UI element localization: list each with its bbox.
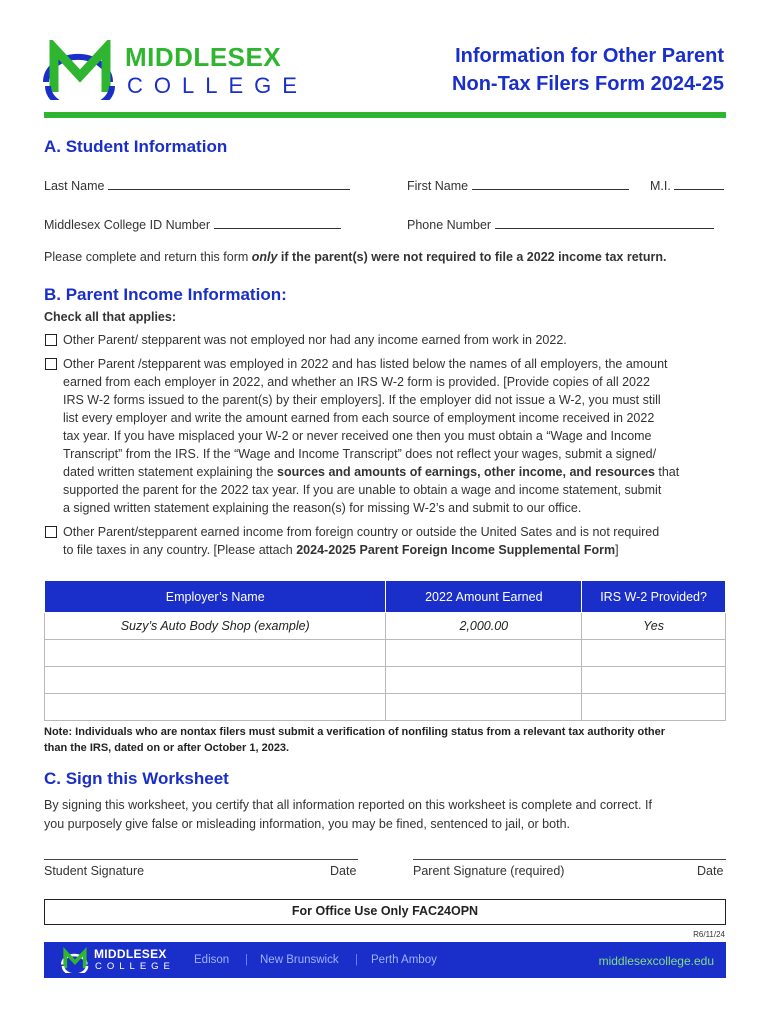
section-c-heading: C. Sign this Worksheet	[44, 769, 229, 788]
option-employed-checkbox[interactable]	[45, 358, 57, 370]
id-number-field[interactable]	[44, 217, 341, 232]
certification-line: By signing this worksheet, you certify that all information reported on this worksheet is complete and correct. If	[44, 798, 652, 812]
amount-earned-header: 2022 Amount Earned	[386, 581, 582, 613]
option-employed-line: a signed written statement explaining the reason(s) for missing W-2’s and submit to our office.	[63, 501, 582, 515]
phone-label: Phone Number	[407, 218, 492, 232]
form-title-line1: Information for Other Parent	[455, 45, 724, 67]
website-link[interactable]: middlesexcollege.edu	[598, 954, 714, 968]
option-foreign-line-pre: to file taxes in any country. [Please attach	[63, 543, 297, 557]
footer-logo-bottom: COLLEGE	[95, 961, 175, 972]
certification-text	[44, 796, 652, 834]
instruction-emphasis: only	[251, 250, 278, 264]
table-row	[45, 694, 726, 721]
parent-signature-label: Parent Signature (required)	[413, 864, 565, 878]
student-signature-line[interactable]	[44, 859, 358, 860]
footer-separator: |	[355, 954, 358, 966]
option-employed-line	[63, 463, 679, 481]
option-employed-line-pre: dated written statement explaining the	[63, 465, 278, 479]
id-number-line[interactable]	[214, 217, 341, 229]
table-row	[45, 640, 726, 667]
mi-line[interactable]	[674, 178, 724, 190]
table-cell[interactable]	[582, 667, 726, 694]
table-cell[interactable]	[582, 694, 726, 721]
option-foreign-income-text	[63, 523, 659, 559]
option-employed-line-post: that	[654, 465, 680, 479]
employer-table	[44, 580, 726, 721]
last-name-field[interactable]	[44, 178, 350, 193]
table-cell[interactable]	[45, 667, 386, 694]
employer-name-header: Employer’s Name	[45, 581, 386, 613]
mc-monogram-icon	[60, 947, 90, 973]
section-a-heading: A. Student Information	[44, 137, 228, 156]
footer-bar	[44, 942, 726, 978]
option-foreign-line-post: ]	[615, 543, 619, 557]
supplemental-form-name: 2024-2025 Parent Foreign Income Supplemental Form	[296, 543, 616, 557]
option-employed-line: tax year. If you have misplaced your W-2 or never received one then you must obtain a “Wage and Income	[63, 429, 652, 443]
student-date-label: Date	[330, 864, 357, 878]
option-employed-line: Transcript” from the IRS. If the “Wage and Income Transcript” does not reflect your wages, submit a signed/	[63, 447, 657, 461]
certification-line: you purposely give false or misleading information, you may be fined, sentenced to jail, or both.	[44, 817, 570, 831]
mi-field[interactable]	[650, 178, 724, 193]
option-employed-text	[63, 355, 679, 517]
table-cell: Yes	[582, 613, 726, 640]
option-employed-line: earned from each employer in 2022, and whether an IRS W-2 form is provided. [Provide copies of all 2022	[63, 375, 650, 389]
check-all-label: Check all that applies:	[44, 310, 176, 324]
parent-date-label: Date	[697, 864, 724, 878]
logo-wordmark-bottom: COLLEGE	[127, 73, 308, 98]
table-cell[interactable]	[45, 640, 386, 667]
phone-field[interactable]	[407, 217, 714, 232]
table-cell[interactable]	[582, 640, 726, 667]
table-cell[interactable]	[386, 667, 582, 694]
table-row	[45, 613, 726, 640]
footer-separator: |	[245, 954, 248, 966]
last-name-line[interactable]	[108, 178, 350, 190]
table-cell[interactable]	[386, 640, 582, 667]
mc-monogram-icon	[40, 40, 120, 100]
section-b-heading: B. Parent Income Information:	[44, 285, 287, 304]
first-name-field[interactable]	[407, 178, 629, 193]
option-foreign-line: Other Parent/stepparent earned income from foreign country or outside the United Sates and is not required	[63, 525, 660, 539]
form-title	[452, 42, 724, 98]
table-row	[45, 667, 726, 694]
instruction-text	[44, 250, 666, 264]
revision-code: R6/11/24	[693, 930, 725, 939]
table-cell: Suzy’s Auto Body Shop (example)	[45, 613, 386, 640]
option-foreign-income-checkbox[interactable]	[45, 526, 57, 538]
option-employed-line: Other Parent /stepparent was employed in 2022 and has listed below the names of all employers, the amount	[63, 357, 668, 371]
header-divider	[44, 112, 726, 118]
w2-provided-header: IRS W-2 Provided?	[582, 581, 726, 613]
id-number-label: Middlesex College ID Number	[44, 218, 211, 232]
option-employed-line: IRS W-2 forms issued to the parent(s) by their employers]. If the employer did not issue a W-2, you must still	[63, 393, 661, 407]
first-name-line[interactable]	[472, 178, 629, 190]
table-cell: 2,000.00	[386, 613, 582, 640]
mi-label: M.I.	[650, 179, 671, 193]
campus-perth-amboy: Perth Amboy	[371, 954, 437, 966]
first-name-label: First Name	[407, 179, 469, 193]
option-not-employed-text: Other Parent/ stepparent was not employed nor had any income earned from work in 2022.	[63, 333, 567, 347]
nonfiler-note	[44, 724, 665, 756]
instruction-post: if the parent(s) were not required to file a 2022 income tax return.	[277, 250, 667, 264]
option-not-employed-checkbox[interactable]	[45, 334, 57, 346]
last-name-label: Last Name	[44, 179, 105, 193]
student-signature-label: Student Signature	[44, 864, 145, 878]
logo-wordmark-top: MIDDLESEX	[125, 42, 282, 72]
option-employed-line: list every employer and write the amount earned from each source of employment income received in 2022	[63, 411, 655, 425]
instruction-pre: Please complete and return this form	[44, 250, 252, 264]
nonfiler-note-line: than the IRS, dated on or after October 1, 2023.	[44, 742, 290, 754]
table-cell[interactable]	[45, 694, 386, 721]
parent-signature-line[interactable]	[413, 859, 726, 860]
phone-line[interactable]	[495, 217, 714, 229]
option-foreign-line	[63, 541, 659, 559]
campus-edison: Edison	[194, 954, 230, 966]
option-employed-line-bold: sources and amounts of earnings, other income, and resources	[277, 465, 655, 479]
nonfiler-note-line: Note: Individuals who are nontax filers must submit a verification of nonfiling status from a relevant tax authority other	[44, 726, 665, 738]
college-logo	[40, 40, 315, 100]
campus-new-brunswick: New Brunswick	[260, 954, 339, 966]
option-employed-line: supported the parent for the 2022 tax year. If you are unable to obtain a wage and income statement, submit	[63, 483, 662, 497]
footer-logo-top: MIDDLESEX	[94, 947, 167, 961]
office-use-box: For Office Use Only FAC24OPN	[44, 899, 726, 925]
table-cell[interactable]	[386, 694, 582, 721]
table-header-row	[45, 581, 726, 613]
form-title-line2: Non-Tax Filers Form 2024-25	[452, 73, 724, 95]
